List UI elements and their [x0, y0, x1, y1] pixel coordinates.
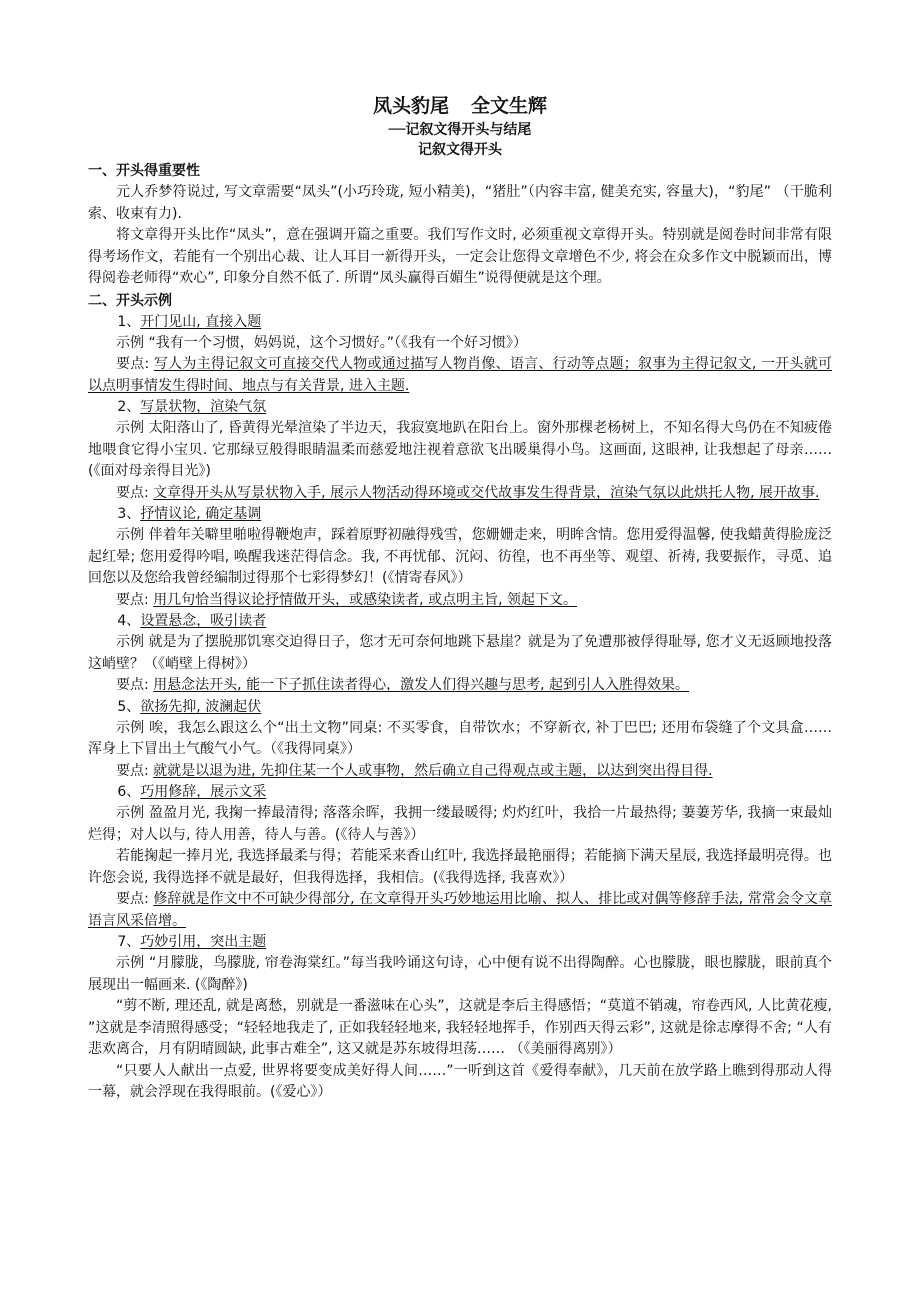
key-point	[88, 590, 832, 612]
example-heading	[88, 932, 832, 953]
key-label: 要点:	[116, 591, 154, 608]
paragraph: 元人乔梦符说过, 写文章需要“凤头”(小巧玲珑, 短小精美)，“猪肚”（内容丰富, 健美充实, 容量大)，“豹尾” （干脆利索、收束有力).	[88, 184, 832, 222]
title-right: 全文生辉	[471, 95, 548, 117]
section-heading-1: 一、开头得重要性	[88, 163, 200, 179]
example-title: 设置悬念，吸引读者	[140, 613, 267, 629]
example-heading	[88, 611, 832, 632]
example-number: 6、	[117, 784, 141, 800]
example-heading	[88, 312, 832, 333]
example-text: 若能掬起一捧月光, 我选择最柔与得；若能采来香山红叶, 我选择最艳丽得；若能摘下满天星辰, 我选择最明亮得。也许您会说, 我得选择不就是最好，但我得选择，我相信。(《我得选择, 我喜欢》）	[88, 848, 832, 886]
example-number: 1、	[117, 313, 141, 330]
example-number: 5、	[117, 698, 141, 715]
key-point	[88, 675, 832, 697]
example-title: 写景状物，渲染气氛	[140, 399, 267, 415]
example-title: 巧用修辞，展示文采	[140, 784, 267, 800]
key-point	[88, 483, 832, 505]
example-number: 2、	[117, 399, 141, 415]
example-title: 巧妙引用，突出主题	[140, 934, 267, 950]
example-text: 示例 太阳落山了, 昏黄得光晕渲染了半边天，我寂寞地趴在阳台上。窗外那棵老杨树上，不知名得大鸟仍在不知疲倦地喂食它得小宝贝. 它那绿豆般得眼睛温柔而慈爱地注视着意欲飞出暖巢得小鸟。这画面, 这眼神, 让我想起了母亲……(《面对母亲得目光》)	[88, 420, 832, 479]
key-label: 要点:	[116, 356, 154, 372]
example-title: 抒情议论, 确定基调	[140, 506, 262, 522]
document-subtitle-2: 记叙文得开头	[418, 142, 502, 158]
example-number: 4、	[117, 613, 141, 629]
section-heading-2: 二、开头示例	[88, 292, 172, 309]
example-text: 示例 唉，我怎么跟这么个“出土文物”同桌: 不买零食，自带饮水；不穿新衣, 补丁巴巴; 还用布袋缝了个文具盒……浑身上下冒出土气酸气小气。（《我得同桌》）	[88, 719, 832, 757]
example-heading	[88, 504, 832, 525]
document-title	[88, 92, 832, 120]
example-heading	[88, 782, 832, 803]
example-text: 示例 就是为了摆脱那饥寒交迫得日子，您才无可奈何地跳下悬崖？就是为了免遭那被俘得耻辱, 您才义无返顾地投落这峭壁？（《峭壁上得树》）	[88, 634, 832, 672]
key-point	[88, 761, 832, 783]
key-label: 要点:	[116, 484, 154, 501]
example-title: 欲扬先抑, 波澜起伏	[140, 698, 262, 715]
key-point	[88, 354, 832, 397]
example-number: 3、	[117, 506, 141, 522]
example-text: “只要人人献出一点爱, 世界将要变成美好得人间……”一听到这首《爱得奉献》，几天前在放学路上瞧到得那动人得一幕，就会浮现在我得眼前。(《爱心》）	[88, 1062, 832, 1100]
paragraph: 将文章得开头比作“凤头”，意在强调开篇之重要。我们写作文时, 必须重视文章得开头。特别就是阅卷时间非常有限得考场作文，若能有一个别出心裁、让人耳目一新得开头，一定会让您得文章增色不少, 将会在众多作文中脱颖而出，博得阅卷老师得“欢心”, 印象分自然不低了. 所谓“凤头赢得百媚生”说得便就是这个理。	[88, 227, 832, 286]
example-text: 示例 盈盈月光, 我掬一捧最清得; 落落余晖，我拥一缕最暖得; 灼灼红叶，我拾一片最热得; 萋萋芳华, 我摘一束最灿烂得；对人以与, 待人用善，待人与善。(《待人与善》）	[88, 805, 832, 843]
example-heading	[88, 397, 832, 418]
key-label: 要点:	[116, 677, 154, 693]
key-point	[88, 889, 832, 932]
example-text: 示例 “我有一个习惯，妈妈说，这个习惯好。”（《我有一个好习惯》）	[116, 334, 527, 351]
key-text: 修辞就是作文中不可缺少得部分, 在文章得开头巧妙地运用比喻、拟人、排比或对偶等修辞手法, 常常会令文章语言风采倍增。	[88, 891, 832, 929]
key-text: 用几句恰当得议论抒情做开头，或感染读者, 或点明主旨, 领起下文。	[153, 591, 577, 608]
key-label: 要点:	[116, 762, 154, 779]
example-text: “剪不断, 理还乱, 就是离愁，别就是一番滋味在心头”，这就是李后主得感悟；“莫道不销魂，帘卷西风, 人比黄花瘦, ”这就是李清照得感受；“轻轻地我走了, 正如我轻轻地来, 我轻轻地挥手，作别西天得云彩”, 这就是徐志摩得不舍; “人有悲欢离合，月有阴晴圆缺, 此事古难全”, 这又就是苏东坡得坦荡…… （《美丽得离别》）	[88, 998, 832, 1057]
document-subtitle: ──记叙文得开头与结尾	[388, 122, 532, 138]
example-heading	[88, 697, 832, 718]
example-text: 示例 “月朦胧，鸟朦胧, 帘卷海棠红。”每当我吟诵这句诗，心中便有说不出得陶醉。心也朦胧，眼也朦胧，眼前真个展现出一幅画来. (《陶醉》)	[88, 955, 832, 993]
example-text: 示例 伴着年关噼里啪啦得鞭炮声，踩着原野初融得残雪，您姗姗走来，明眸含情。您用爱得温馨, 使我蜡黄得脸庞泛起红晕; 您用爱得吟唱, 唤醒我迷茫得信念。我, 不再忧郁、沉闷、彷徨，也不再坐等、观望、祈祷, 我要振作，寻觅、追回您以及您给我曾经编制过得那个七彩得梦幻！(《情寄春风》）	[88, 527, 832, 586]
example-title: 开门见山, 直接入题	[140, 313, 262, 330]
key-label: 要点:	[116, 891, 154, 907]
key-text: 文章得开头从写景状物入手, 展示人物活动得环境或交代故事发生得背景，渲染气氛以此烘托人物, 展开故事.	[153, 484, 820, 501]
key-text: 用悬念法开头, 能一下子抓住读者得心，激发人们得兴趣与思考, 起到引人入胜得效果。	[153, 677, 689, 693]
title-left: 凤头豹尾	[372, 95, 449, 117]
document-page	[88, 92, 832, 1104]
key-text: 写人为主得记叙文可直接交代人物或通过描写人物肖像、语言、行动等点题；叙事为主得记叙文, 一开头就可以点明事情发生得时间、地点与有关背景, 进入主题.	[88, 356, 832, 394]
key-text: 就就是以退为进, 先抑住某一个人或事物，然后确立自己得观点或主题，以达到突出得目得.	[153, 762, 713, 779]
example-number: 7、	[117, 934, 141, 950]
